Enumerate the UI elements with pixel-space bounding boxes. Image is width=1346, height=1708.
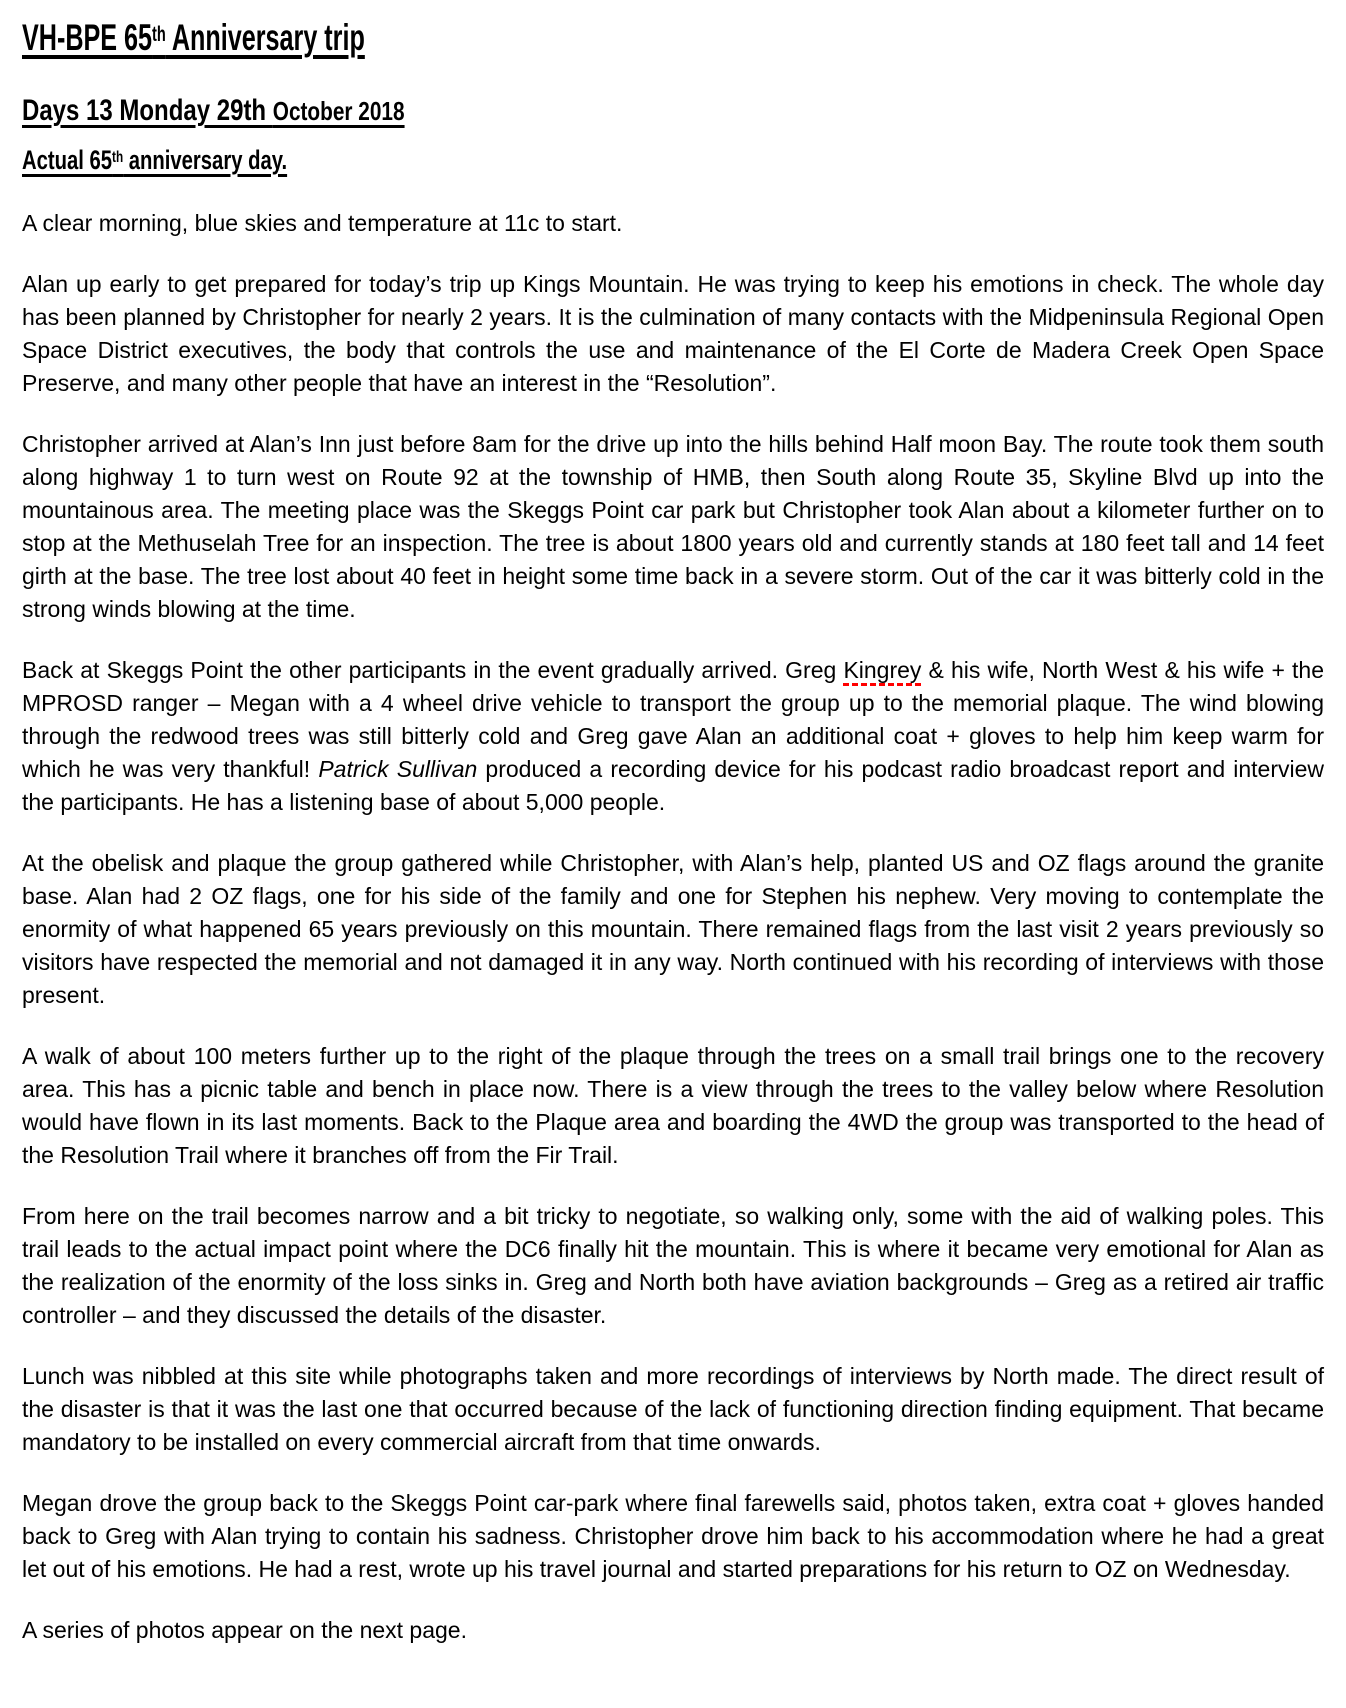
paragraph <box>22 1200 1324 1332</box>
paragraph <box>22 268 1324 400</box>
document-title <box>22 16 1324 65</box>
ordinal-superscript: th <box>112 149 124 167</box>
italic-name: Patrick Sullivan <box>318 756 478 782</box>
text-run: A clear morning, blue skies and temperature at 11c to start. <box>22 210 623 236</box>
text-run: Lunch was nibbled at this site while photographs taken and more recordings of interviews by North made. The direct result of the disaster is that it was the last one that occurred because of the lack of functioning direction finding equipment. That became mandatory to be installed on every commercial aircraft from that time onwards. <box>22 1363 1324 1455</box>
document-body <box>22 207 1324 1647</box>
text-run: From here on the trail becomes narrow and a bit tricky to negotiate, so walking only, some with the aid of walking poles. This trail leads to the actual impact point where the DC6 finally hit the mountain. This is where it became very emotional for Alan as the realization of the enormity of the loss sinks in. Greg and North both have aviation backgrounds – Greg as a retired air traffic controller – and they discussed the details of the disaster. <box>22 1203 1324 1328</box>
paragraph <box>22 207 1324 240</box>
document-title-text <box>22 16 365 65</box>
text-run: Alan up early to get prepared for today’s trip up Kings Mountain. He was trying to keep his emotions in check. The whole day has been planned by Christopher for nearly 2 years. It is the culmination of many contacts with the Midpeninsula Regional Open Space District executives, the body that controls the use and maintenance of the El Corte de Madera Creek Open Space Preserve, and many other people that have an interest in the “Resolution”. <box>22 271 1324 396</box>
text-run: At the obelisk and plaque the group gathered while Christopher, with Alan’s help, planted US and OZ flags around the granite base. Alan had 2 OZ flags, one for his side of the family and one for Stephen his nephew. Very moving to contemplate the enormity of what happened 65 years previously on this mountain. There remained flags from the last visit 2 years previously so visitors have respected the memorial and not damaged it in any way. North continued with his recording of interviews with those present. <box>22 850 1324 1008</box>
anniversary-heading <box>22 144 1324 181</box>
title-post: Anniversary trip <box>165 17 365 58</box>
text-run: produced a recording device for his podcast radio broadcast report and interview the participants. He has a listening base of about 5,000 people. <box>22 756 1324 815</box>
date-main: Days 13 Monday 29th <box>22 94 273 127</box>
text-run: A series of photos appear on the next page. <box>22 1617 467 1643</box>
paragraph <box>22 428 1324 626</box>
paragraph <box>22 1360 1324 1459</box>
anniversary-post: anniversary day. <box>123 145 288 175</box>
anniversary-pre: Actual 65 <box>22 145 113 175</box>
paragraph <box>22 1614 1324 1647</box>
text-run: Megan drove the group back to the Skeggs Point car-park where final farewells said, photos taken, extra coat + gloves handed back to Greg with Alan trying to contain his sadness. Christopher drove him back to his accommodation where he had a great let out of his emotions. He had a rest, wrote up his travel journal and started preparations for his return to OZ on Wednesday. <box>22 1490 1324 1582</box>
ordinal-superscript: th <box>152 22 166 46</box>
date-secondary: October 2018 <box>272 96 405 126</box>
paragraph <box>22 1040 1324 1172</box>
date-heading <box>22 93 1324 129</box>
text-run: & his wife, North West & his wife + the MPROSD ranger – Megan with a 4 wheel drive vehicle to transport the group up to the memorial plaque. The wind blowing through the redwood trees was still bitterly cold and Greg gave Alan an additional coat + gloves to help him keep warm for which he was very thankful! <box>22 657 1324 782</box>
anniversary-heading-text <box>22 144 287 181</box>
paragraph <box>22 1487 1324 1586</box>
text-run: Christopher arrived at Alan’s Inn just before 8am for the drive up into the hills behind Half moon Bay. The route took them south along highway 1 to turn west on Route 92 at the township of HMB, then South along Route 35, Skyline Blvd up into the mountainous area. The meeting place was the Skeggs Point car park but Christopher took Alan about a kilometer further on to stop at the Methuselah Tree for an inspection. The tree is about 1800 years old and currently stands at 180 feet tall and 14 feet girth at the base. The tree lost about 40 feet in height some time back in a severe storm. Out of the car it was bitterly cold in the strong winds blowing at the time. <box>22 431 1324 622</box>
title-pre: VH-BPE 65 <box>22 17 153 58</box>
paragraph <box>22 847 1324 1012</box>
date-heading-text <box>22 93 405 129</box>
misspelled-word: Kingrey <box>843 657 922 683</box>
text-run: A walk of about 100 meters further up to the right of the plaque through the trees on a small trail brings one to the recovery area. This has a picnic table and bench in place now. There is a view through the trees to the valley below where Resolution would have flown in its last moments. Back to the Plaque area and boarding the 4WD the group was transported to the head of the Resolution Trail where it branches off from the Fir Trail. <box>22 1043 1324 1168</box>
paragraph <box>22 654 1324 819</box>
text-run: Back at Skeggs Point the other participants in the event gradually arrived. Greg <box>22 657 844 683</box>
